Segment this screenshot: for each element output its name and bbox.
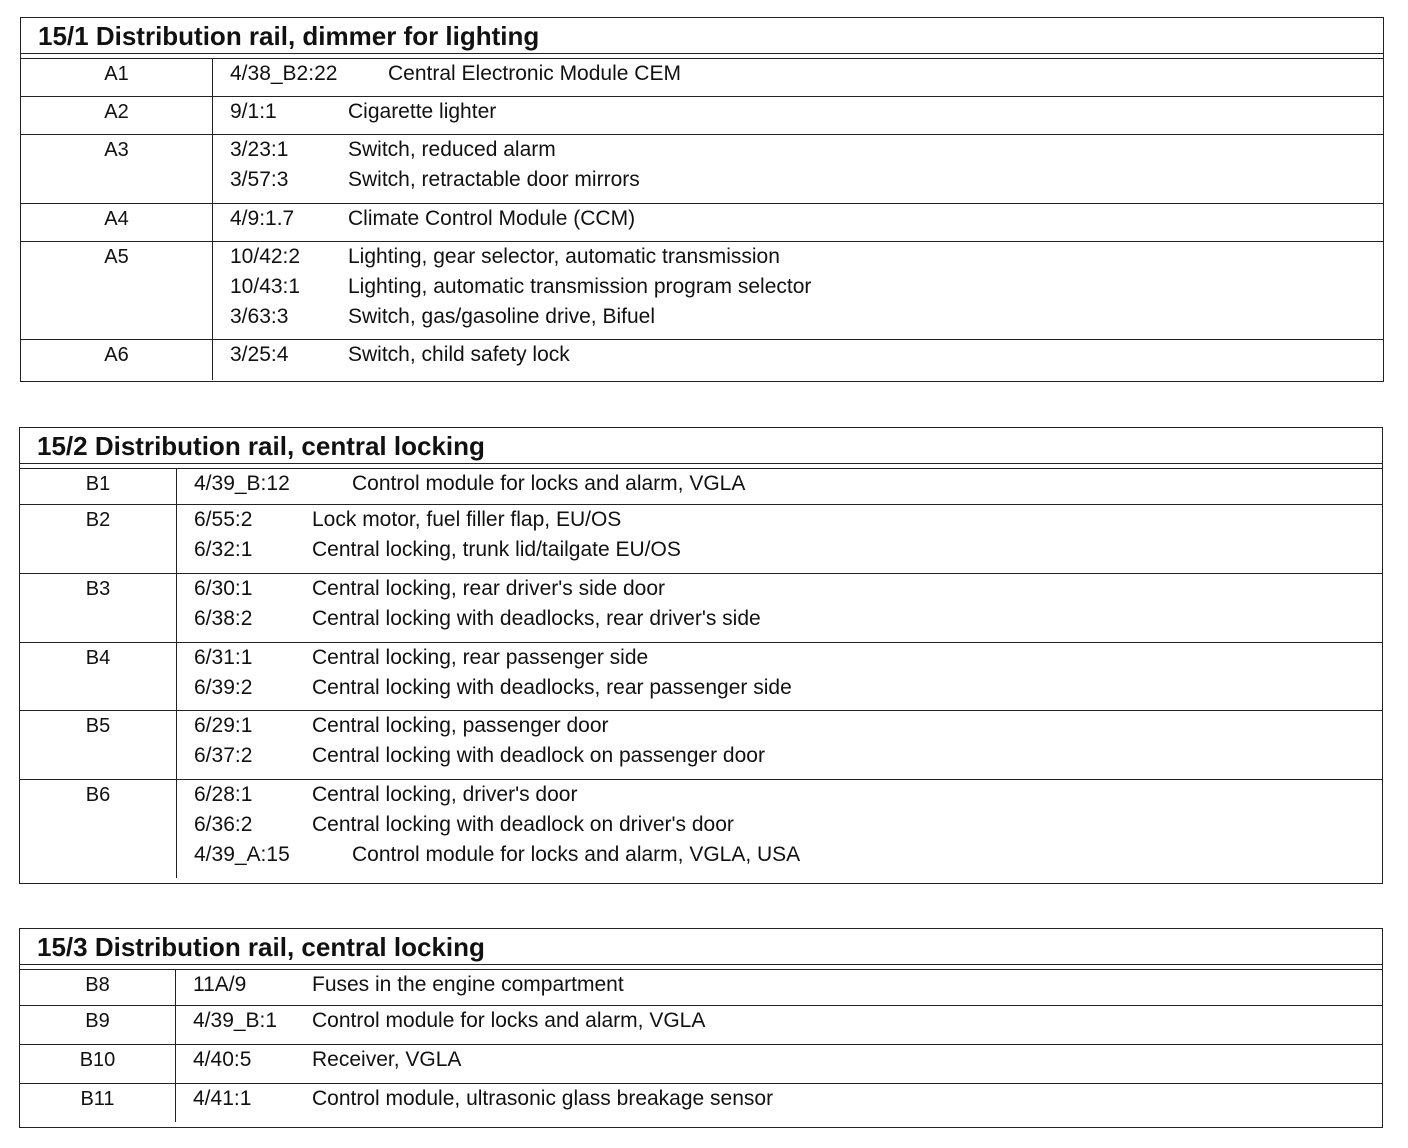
circuit-entry [194, 535, 1382, 565]
circuit-entries [213, 135, 1383, 203]
circuit-description: Climate Control Module (CCM) [348, 207, 636, 230]
circuit-description: Receiver, VGLA [312, 1048, 462, 1071]
table-body [21, 59, 1383, 380]
circuit-description: Switch, retractable door mirrors [348, 168, 640, 191]
circuit-description: Control module for locks and alarm, VGLA, USA [352, 843, 801, 866]
circuit-entry [194, 574, 1382, 604]
pin-label: B5 [20, 711, 177, 779]
circuit-entry [230, 242, 1383, 272]
circuit-entry [230, 135, 1383, 165]
circuit-entry [194, 711, 1382, 741]
table-15-3 [19, 928, 1383, 1128]
circuit-entry [230, 340, 1383, 370]
circuit-description: Central locking, rear passenger side [312, 646, 649, 669]
circuit-code: 6/32:1 [194, 538, 253, 561]
circuit-entry [193, 1045, 1382, 1075]
circuit-code: 9/1:1 [230, 100, 277, 123]
circuit-entries [176, 1084, 1382, 1122]
circuit-code: 11A/9 [193, 973, 247, 996]
table-15-1 [20, 17, 1384, 382]
circuit-entry [194, 780, 1382, 810]
circuit-entries [213, 59, 1383, 96]
circuit-code: 6/37:2 [194, 744, 253, 767]
circuit-description: Control module for locks and alarm, VGLA [352, 472, 746, 495]
circuit-entries [213, 97, 1383, 134]
circuit-description: Switch, child safety lock [348, 343, 570, 366]
table-row [21, 340, 1383, 380]
circuit-entry [194, 505, 1382, 535]
circuit-description: Central Electronic Module CEM [388, 62, 681, 85]
pin-label: A6 [21, 340, 213, 380]
table-row [20, 574, 1382, 643]
circuit-description: Central locking, passenger door [312, 714, 609, 737]
table-row [21, 135, 1383, 204]
circuit-code: 4/39_B:1 [193, 1009, 278, 1032]
table-row [20, 505, 1382, 574]
pin-label: A2 [21, 97, 213, 134]
circuit-code: 6/31:1 [194, 646, 253, 669]
table-body [20, 970, 1382, 1122]
circuit-description: Switch, reduced alarm [348, 138, 556, 161]
circuit-entries [177, 505, 1382, 573]
circuit-entries [213, 204, 1383, 241]
circuit-entry [194, 643, 1382, 673]
table-row [20, 1084, 1382, 1122]
circuit-description: Central locking with deadlocks, rear passenger side [312, 676, 792, 699]
table-row [20, 643, 1382, 711]
pin-label: B8 [20, 970, 176, 1005]
circuit-description: Lighting, gear selector, automatic transmission [348, 245, 780, 268]
circuit-description: Central locking, rear driver's side door [312, 577, 665, 600]
circuit-code: 6/55:2 [194, 508, 253, 531]
table-row [20, 780, 1382, 878]
table-row [21, 204, 1383, 242]
circuit-entries [177, 780, 1382, 878]
circuit-description: Fuses in the engine compartment [312, 973, 624, 996]
circuit-code: 4/39_B:12 [194, 472, 290, 495]
circuit-code: 3/63:3 [230, 305, 289, 328]
circuit-entries [176, 970, 1382, 1005]
circuit-entry [194, 673, 1382, 703]
circuit-code: 6/29:1 [194, 714, 253, 737]
circuit-code: 3/25:4 [230, 343, 289, 366]
circuit-description: Central locking, driver's door [312, 783, 578, 806]
circuit-code: 6/38:2 [194, 607, 253, 630]
pin-label: A1 [21, 59, 213, 96]
circuit-code: 10/42:2 [230, 245, 301, 268]
pin-label: B9 [20, 1006, 176, 1044]
circuit-entry [194, 604, 1382, 634]
circuit-code: 3/57:3 [230, 168, 289, 191]
circuit-entry [194, 840, 1382, 870]
pin-label: B2 [20, 505, 177, 573]
pin-label: B3 [20, 574, 177, 642]
circuit-description: Cigarette lighter [348, 100, 497, 123]
circuit-entry [230, 272, 1383, 302]
circuit-entry [193, 970, 1382, 1000]
circuit-entry [230, 59, 1383, 89]
circuit-description: Lighting, automatic transmission program selector [348, 275, 812, 298]
circuit-entries [177, 574, 1382, 642]
circuit-code: 4/9:1.7 [230, 207, 295, 230]
circuit-code: 6/30:1 [194, 577, 253, 600]
circuit-entry [194, 469, 1382, 499]
circuit-entry [194, 810, 1382, 840]
pin-label: A5 [21, 242, 213, 339]
circuit-code: 6/39:2 [194, 676, 253, 699]
table-body [20, 469, 1382, 878]
circuit-description: Control module for locks and alarm, VGLA [312, 1009, 706, 1032]
circuit-entry [230, 204, 1383, 234]
circuit-code: 4/38_B2:22 [230, 62, 338, 85]
circuit-entries [176, 1045, 1382, 1083]
pin-label: A4 [21, 204, 213, 241]
circuit-entries [177, 469, 1382, 504]
table-15-2 [19, 427, 1383, 884]
circuit-entry [193, 1084, 1382, 1114]
table-row [20, 1045, 1382, 1084]
circuit-description: Central locking, trunk lid/tailgate EU/OS [312, 538, 681, 561]
circuit-entries [176, 1006, 1382, 1044]
circuit-entries [177, 711, 1382, 779]
circuit-entry [193, 1006, 1382, 1036]
table-title: 15/3 Distribution rail, central locking [20, 929, 1382, 965]
circuit-code: 4/39_A:15 [194, 843, 290, 866]
circuit-entries [213, 340, 1383, 380]
circuit-code: 4/41:1 [193, 1087, 252, 1110]
circuit-entry [230, 165, 1383, 195]
circuit-code: 6/28:1 [194, 783, 253, 806]
circuit-entries [213, 242, 1383, 339]
circuit-code: 3/23:1 [230, 138, 289, 161]
table-title: 15/2 Distribution rail, central locking [20, 428, 1382, 464]
circuit-code: 4/40:5 [193, 1048, 252, 1071]
circuit-entry [194, 741, 1382, 771]
table-row [21, 242, 1383, 340]
circuit-description: Lock motor, fuel filler flap, EU/OS [312, 508, 622, 531]
pin-label: B11 [20, 1084, 176, 1122]
pin-label: B10 [20, 1045, 176, 1083]
circuit-entries [177, 643, 1382, 710]
table-row [21, 59, 1383, 97]
table-title: 15/1 Distribution rail, dimmer for lighting [21, 18, 1383, 54]
table-row [20, 970, 1382, 1006]
table-row [20, 469, 1382, 505]
table-row [20, 711, 1382, 780]
circuit-code: 6/36:2 [194, 813, 253, 836]
pin-label: B1 [20, 469, 177, 504]
circuit-description: Switch, gas/gasoline drive, Bifuel [348, 305, 655, 328]
table-row [21, 97, 1383, 135]
circuit-code: 10/43:1 [230, 275, 301, 298]
circuit-description: Central locking with deadlock on driver's door [312, 813, 734, 836]
pin-label: A3 [21, 135, 213, 203]
pin-label: B6 [20, 780, 177, 878]
pin-label: B4 [20, 643, 177, 710]
circuit-description: Central locking with deadlocks, rear driver's side [312, 607, 761, 630]
table-row [20, 1006, 1382, 1045]
circuit-entry [230, 302, 1383, 332]
circuit-description: Central locking with deadlock on passenger door [312, 744, 765, 767]
circuit-description: Control module, ultrasonic glass breakage sensor [312, 1087, 774, 1110]
circuit-entry [230, 97, 1383, 127]
